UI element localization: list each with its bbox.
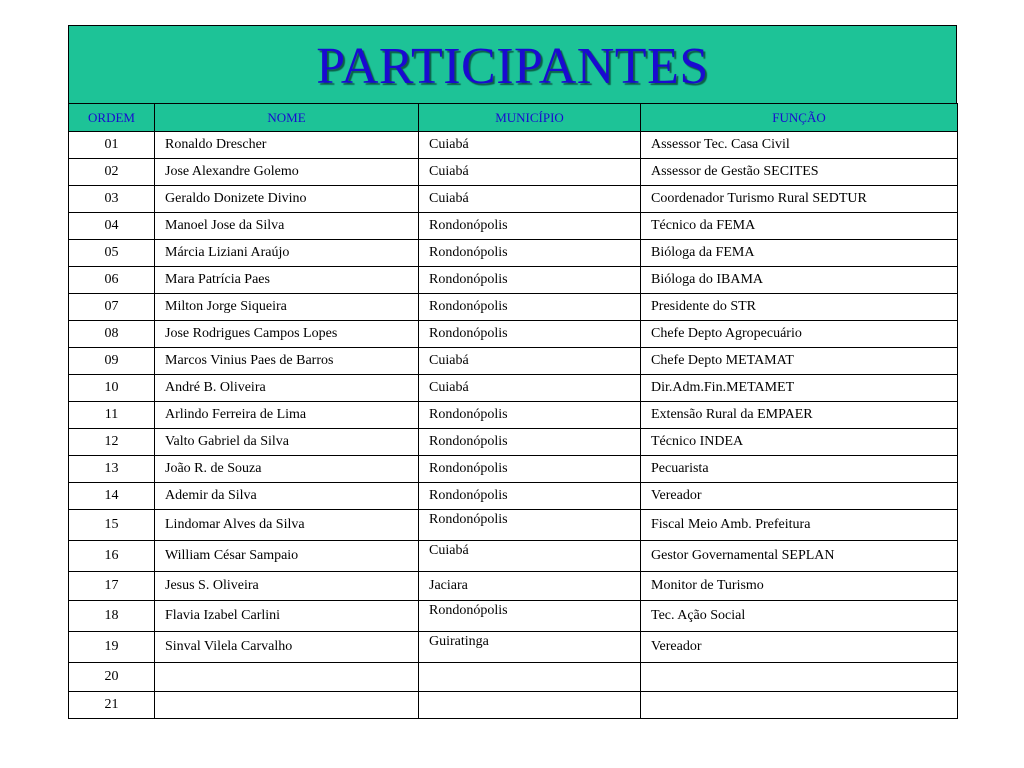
cell-municipio: Cuiabá [419,375,641,402]
table-row [69,132,958,159]
cell-funcao: Chefe Depto Agropecuário [641,321,958,348]
cell-municipio: Guiratinga [419,632,641,663]
cell-nome: Manoel Jose da Silva [155,213,419,240]
cell-municipio: Cuiabá [419,541,641,572]
cell-funcao: Técnico INDEA [641,429,958,456]
cell-ordem: 02 [69,159,155,186]
cell-ordem: 19 [69,632,155,663]
cell-nome: Sinval Vilela Carvalho [155,632,419,663]
header-municipio: MUNICÍPIO [419,104,641,132]
cell-municipio: Rondonópolis [419,213,641,240]
cell-funcao: Vereador [641,632,958,663]
cell-nome: Valto Gabriel da Silva [155,429,419,456]
cell-municipio [419,692,641,719]
table-row [69,541,958,572]
cell-funcao: Monitor de Turismo [641,572,958,601]
table-row [69,402,958,429]
cell-municipio: Rondonópolis [419,429,641,456]
cell-nome: André B. Oliveira [155,375,419,402]
cell-nome: Lindomar Alves da Silva [155,510,419,541]
cell-funcao: Gestor Governamental SEPLAN [641,541,958,572]
cell-municipio: Jaciara [419,572,641,601]
cell-ordem: 03 [69,186,155,213]
table-row [69,632,958,663]
cell-funcao: Bióloga do IBAMA [641,267,958,294]
cell-ordem: 08 [69,321,155,348]
table-row [69,601,958,632]
cell-ordem: 16 [69,541,155,572]
cell-municipio: Rondonópolis [419,601,641,632]
cell-funcao: Técnico da FEMA [641,213,958,240]
cell-ordem: 05 [69,240,155,267]
table-row [69,213,958,240]
cell-funcao: Fiscal Meio Amb. Prefeitura [641,510,958,541]
cell-funcao: Assessor Tec. Casa Civil [641,132,958,159]
table-row [69,456,958,483]
cell-nome [155,692,419,719]
cell-nome: Jose Rodrigues Campos Lopes [155,321,419,348]
cell-ordem: 01 [69,132,155,159]
cell-funcao: Tec. Ação Social [641,601,958,632]
cell-nome [155,663,419,692]
cell-funcao: Chefe Depto METAMAT [641,348,958,375]
table-row [69,267,958,294]
cell-ordem: 12 [69,429,155,456]
cell-funcao: Bióloga da FEMA [641,240,958,267]
cell-nome: Geraldo Donizete Divino [155,186,419,213]
cell-municipio: Rondonópolis [419,510,641,541]
table-row [69,294,958,321]
cell-funcao [641,663,958,692]
header-funcao: FUNÇÃO [641,104,958,132]
cell-municipio: Rondonópolis [419,456,641,483]
table-row [69,483,958,510]
table-row [69,692,958,719]
cell-funcao: Coordenador Turismo Rural SEDTUR [641,186,958,213]
table-row [69,429,958,456]
cell-funcao: Presidente do STR [641,294,958,321]
cell-ordem: 09 [69,348,155,375]
header-ordem: ORDEM [69,104,155,132]
cell-nome: Arlindo Ferreira de Lima [155,402,419,429]
cell-municipio: Rondonópolis [419,483,641,510]
cell-ordem: 20 [69,663,155,692]
cell-nome: Márcia Liziani Araújo [155,240,419,267]
cell-ordem: 04 [69,213,155,240]
cell-municipio: Rondonópolis [419,240,641,267]
cell-nome: Ademir da Silva [155,483,419,510]
table-header-row [69,104,958,132]
cell-ordem: 07 [69,294,155,321]
cell-nome: Flavia Izabel Carlini [155,601,419,632]
cell-nome: Jose Alexandre Golemo [155,159,419,186]
table-row [69,159,958,186]
cell-nome: João R. de Souza [155,456,419,483]
cell-ordem: 13 [69,456,155,483]
cell-ordem: 18 [69,601,155,632]
cell-ordem: 17 [69,572,155,601]
cell-funcao: Vereador [641,483,958,510]
cell-municipio: Cuiabá [419,159,641,186]
table-row [69,572,958,601]
page-title: PARTICIPANTES [316,37,709,95]
table-row [69,186,958,213]
table-row [69,321,958,348]
cell-funcao [641,692,958,719]
cell-ordem: 21 [69,692,155,719]
cell-funcao: Dir.Adm.Fin.METAMET [641,375,958,402]
table-row [69,510,958,541]
header-nome: NOME [155,104,419,132]
cell-ordem: 10 [69,375,155,402]
cell-nome: Ronaldo Drescher [155,132,419,159]
table-row [69,663,958,692]
participants-table [68,103,958,719]
cell-municipio: Cuiabá [419,132,641,159]
cell-ordem: 11 [69,402,155,429]
cell-ordem: 06 [69,267,155,294]
cell-nome: Mara Patrícia Paes [155,267,419,294]
cell-nome: William César Sampaio [155,541,419,572]
cell-nome: Jesus S. Oliveira [155,572,419,601]
cell-nome: Milton Jorge Siqueira [155,294,419,321]
cell-ordem: 14 [69,483,155,510]
cell-funcao: Extensão Rural da EMPAER [641,402,958,429]
cell-funcao: Pecuarista [641,456,958,483]
table-row [69,240,958,267]
cell-municipio: Cuiabá [419,186,641,213]
cell-ordem: 15 [69,510,155,541]
cell-municipio: Rondonópolis [419,402,641,429]
title-banner [68,25,957,103]
cell-municipio: Rondonópolis [419,294,641,321]
cell-municipio: Cuiabá [419,348,641,375]
table-row [69,375,958,402]
cell-funcao: Assessor de Gestão SECITES [641,159,958,186]
cell-municipio: Rondonópolis [419,321,641,348]
cell-municipio [419,663,641,692]
cell-municipio: Rondonópolis [419,267,641,294]
table-row [69,348,958,375]
cell-nome: Marcos Vinius Paes de Barros [155,348,419,375]
